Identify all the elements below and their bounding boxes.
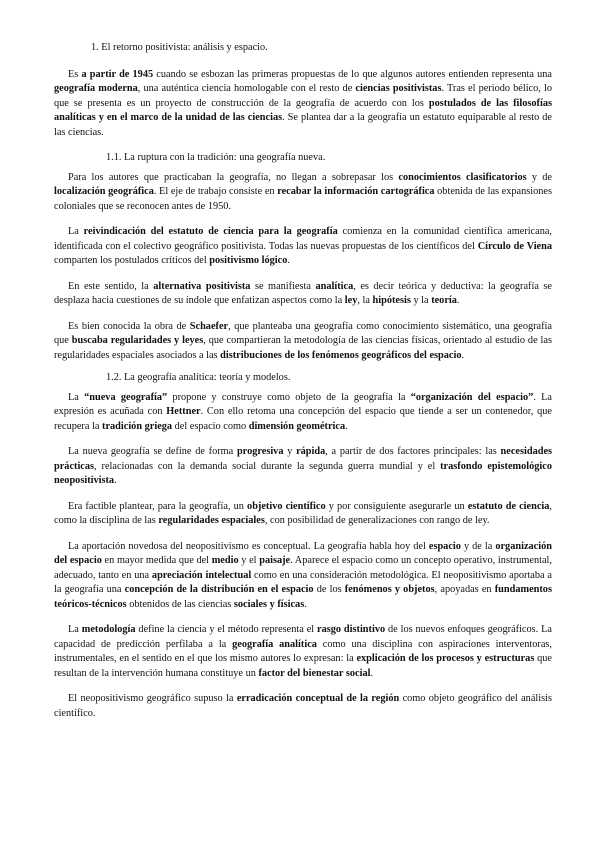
bold-term: trasfondo epistemológico neopositivista (54, 460, 552, 486)
paragraph-4 (54, 280, 552, 309)
text-run: cuando se esbozan las primeras propuestas de lo que algunos autores entienden representa una (153, 68, 553, 80)
bold-term: medio (211, 555, 239, 566)
text-run: . (345, 420, 348, 432)
text-run: define la ciencia y el método representa el (135, 624, 318, 635)
text-run: del espacio como (172, 420, 249, 432)
text-run: . El eje de trabajo consiste en (153, 186, 278, 197)
text-run: y por consiguiente asegurarle un (325, 500, 468, 512)
text-run: Es (68, 68, 82, 80)
text-run: Es bien conocida la obra de (68, 320, 190, 332)
text-run: como en una consideración metodológica. El neopositivismo aportaba a la geografía una (54, 569, 552, 595)
text-run: y el (238, 555, 260, 566)
bold-term: Schaefer (189, 320, 229, 332)
text-run: , con posibilidad de generalizaciones con rango de ley. (264, 515, 490, 526)
text-run: La (68, 624, 82, 635)
text-run: y de (526, 171, 553, 183)
bold-term: alternativa positivista (153, 280, 251, 292)
bold-term: Hettner (166, 406, 201, 417)
bold-term: ley (344, 295, 358, 306)
paragraph-11 (54, 692, 552, 721)
bold-term: geografía moderna (54, 83, 138, 94)
bold-term: conocimientos clasificatorios (398, 171, 527, 183)
bold-term: Círculo de Viena (477, 240, 552, 252)
text-run: La nueva geografía se define de forma (68, 446, 237, 457)
bold-term: positivismo lógico (209, 255, 288, 266)
bold-term: “nueva geografía” (84, 391, 168, 403)
text-run: que resultan de la intervención humana constituye un (54, 653, 552, 679)
text-run: comienza en la comunidad científica americana, identificada con el colectivo geográfico positivista. Todas las nuevas propuestas de los científicos del (54, 226, 552, 252)
bold-term: necesidades prácticas (54, 446, 553, 472)
section-heading-1: 1. El retorno positivista: análisis y espacio. (91, 42, 268, 53)
bold-term: distribuciones de los fenómenos geográficos del espacio (220, 349, 462, 361)
bold-term: dimensión geométrica (248, 420, 346, 432)
text-run: , es decir teórica y deductiva: la geografía se desplaza hacia cuestiones de su índole que enfatizan aspectos como la (54, 280, 553, 306)
text-run: El neopositivismo geográfico supuso la (68, 693, 237, 704)
bold-term: “organización del espacio” (410, 391, 534, 403)
text-run: La (68, 226, 84, 237)
text-run: . Se plantea dar a la geografía un estatuto equiparable al resto de las ciencias. (54, 112, 552, 138)
text-run: comparten los postulados críticos del (54, 255, 210, 266)
bold-term: postulados de las filosofías analíticas y en el marco de la unidad de las ciencias (54, 97, 552, 123)
text-run: obtenidos de las ciencias (126, 598, 234, 610)
bold-term: estatuto de ciencia (467, 500, 550, 512)
text-run: . (304, 598, 307, 610)
text-run: , como la disciplina de las (54, 500, 552, 526)
text-run: se manifiesta (250, 280, 316, 292)
paragraph-2 (54, 171, 552, 215)
text-run: de los nuevos enfoques geográficos. La capacidad de predicción perfilaba a la (54, 624, 552, 650)
bold-term: rasgo distintivo (317, 624, 386, 635)
text-run: Era factible plantear, para la geografía, un (68, 500, 248, 512)
text-run: , a partir de dos factores principales: las (325, 446, 501, 457)
text-run: obtenida de las expansiones coloniales que se reconocen antes de 1950. (54, 186, 552, 212)
bold-term: recabar la información cartográfica (277, 186, 435, 197)
bold-term: fundamentos teóricos-técnicos (54, 584, 552, 610)
text-run: , que planteaba una geografía como conocimiento sistemático, una geografía que (54, 320, 552, 346)
bold-term: paisaje (259, 555, 291, 566)
bold-term: buscaba regularidades y leyes (71, 335, 204, 346)
bold-term: tradición griega (102, 420, 173, 432)
paragraph-1 (54, 68, 552, 141)
text-run: y (283, 446, 297, 457)
text-run: , la (357, 295, 373, 306)
text-run: y de la (460, 540, 496, 552)
text-run: . (456, 295, 460, 306)
bold-term: ciencias positivistas (355, 83, 442, 94)
text-run: Para los autores que practicaban la geografía, no llegan a sobrepasar los (68, 171, 399, 183)
text-run: En este sentido, la (68, 280, 154, 292)
paragraph-7 (54, 445, 552, 489)
text-run: propone y construye como objeto de la geografía la (167, 391, 411, 403)
bold-term: erradicación conceptual de la región (236, 693, 400, 704)
bold-term: rápida (296, 446, 326, 457)
bold-term: hipótesis (372, 295, 411, 306)
bold-term: a partir de 1945 (81, 68, 154, 80)
bold-term: organización del espacio (54, 540, 552, 566)
text-run: . (287, 255, 290, 266)
text-run: y la (410, 295, 432, 306)
bold-term: objetivo científico (247, 500, 326, 512)
text-run: . La expresión es acuñada con (54, 391, 552, 417)
text-run: La aportación novedosa del neopositivismo es conceptual. La geografía habla hoy del (68, 540, 429, 552)
bold-term: progresiva (236, 446, 284, 457)
text-run: , relacionadas con la demanda social durante la segunda guerra mundial y el (94, 460, 441, 472)
bold-term: regularidades espaciales (158, 515, 265, 526)
text-run: como objeto geográfico del análisis científico. (54, 693, 552, 719)
text-run: . Aparece el espacio como un concepto operativo, instrumental, adecuado, tanto en una (54, 555, 552, 581)
paragraph-3 (54, 225, 552, 269)
paragraph-6 (54, 391, 552, 435)
bold-term: espacio (428, 540, 461, 552)
text-run: . (370, 667, 374, 679)
text-run: de los (313, 584, 345, 595)
paragraph-10 (54, 623, 552, 681)
bold-term: geografía analítica (232, 638, 317, 650)
bold-term: sociales y físicas (233, 598, 305, 610)
text-run: . (461, 349, 465, 361)
bold-term: apreciación intelectual (151, 569, 252, 581)
subsection-heading-1-1: 1.1. La ruptura con la tradición: una geografía nueva. (106, 152, 326, 163)
paragraph-8 (54, 500, 552, 529)
bold-term: metodología (81, 624, 136, 635)
text-run: , que compartieran la metodología de las ciencias físicas, orientado al estudio de las regularidades espaciales asociados a las (54, 335, 552, 361)
bold-term: explicación de los procesos y estructuras (356, 653, 535, 664)
bold-term: analítica (315, 280, 354, 292)
bold-term: localización geográfica (54, 186, 154, 197)
text-run: . Tras el periodo bélico, lo que se presenta es un proyecto de construcción de la geografía de acuerdo con los (54, 83, 553, 109)
text-run: . (114, 475, 117, 486)
bold-term: reivindicación del estatuto de ciencia para la geografía (83, 226, 338, 237)
bold-term: factor del bienestar social (258, 667, 371, 679)
subsection-heading-1-2: 1.2. La geografía analítica: teoría y modelos. (106, 372, 291, 383)
paragraph-5 (54, 320, 552, 364)
text-run: , una auténtica ciencia homologable con el resto de (137, 83, 356, 94)
bold-term: concepción de la distribución en el espacio (124, 584, 314, 595)
text-run: . Con ello retoma una concepción del espacio que tiende a ser un contenedor, que recupera la (54, 406, 552, 432)
paragraph-9 (54, 540, 552, 613)
text-run: La (68, 391, 85, 403)
bold-term: teoría (431, 295, 457, 306)
text-run: en mayor medida que del (101, 555, 212, 566)
text-run: como una disciplina con aspiraciones interventoras, instrumentales, en el sentido en el que los mismo autores lo expresan: la (54, 638, 552, 664)
bold-term: fenómenos y objetos (344, 584, 435, 595)
text-run: , apoyadas en (434, 584, 495, 595)
